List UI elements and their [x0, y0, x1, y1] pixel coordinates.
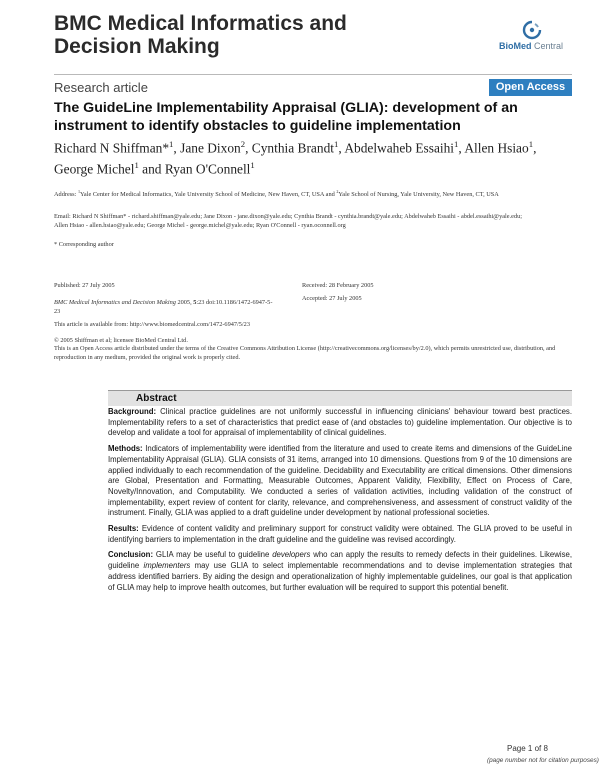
abstract-background [108, 407, 572, 439]
abstract-results [108, 524, 572, 545]
author-affiliation: 1 [250, 159, 255, 170]
author-affiliation: 2 [240, 139, 246, 149]
section-label: Background: [108, 407, 157, 416]
article-url[interactable]: This article is available from: http://www.biomedcentral.com/1472-6947/5/23 [54, 321, 250, 328]
author-name: Jane Dixon [180, 140, 241, 156]
received-date: Received: 28 February 2005 [302, 282, 374, 289]
section-label: Methods: [108, 444, 143, 454]
author-name: George Michel [54, 161, 135, 177]
abstract-section [108, 390, 572, 720]
author-affiliation: 1 [528, 139, 534, 149]
author-name: Abdelwaheb Essaihi [344, 140, 455, 156]
address-part-2: Yale School of Nursing, Yale University, New Haven, CT, USA [338, 191, 499, 199]
citation [54, 298, 274, 317]
abstract-header-bar [108, 390, 572, 406]
abstract-conclusion [108, 550, 572, 593]
section-text-italic: implementers [143, 561, 191, 571]
author-name: Cynthia Brandt [251, 140, 334, 156]
author-name: Allen Hsiao [464, 140, 529, 156]
publisher-logo-text [496, 41, 566, 51]
section-label: Results: [108, 524, 139, 534]
author-name: Richard N Shiffman* [54, 140, 170, 156]
author-affiliation: 1 [169, 139, 174, 149]
citation-year: 2005, [175, 299, 194, 306]
page-number: Page 1 of 8 [507, 744, 548, 753]
header-divider [54, 74, 572, 75]
citation-doi: doi:10.1186/1472-6947-5-23 [54, 299, 273, 316]
citation-pages: :23 [196, 299, 205, 306]
author-separator: and [138, 161, 165, 177]
page-number-note: (page number not for citation purposes) [487, 757, 599, 764]
copyright: © 2005 Shiffman et al; licensee BioMed Central Ltd. [54, 337, 188, 344]
section-text: Evidence of content validity and preliminary support for construct validity were obtained. The GLIA proved to be useful in identifying barriers to implementation in the draft guideline and the guideline was revised accordingly. [108, 524, 572, 544]
publisher-logo [496, 20, 566, 54]
author-emails: Email: Richard N Shiffman* - richard.shiffman@yale.edu; Jane Dixon - jane.dixon@yale.edu; Cynthia Brandt - cynthia.brandt@yale.edu; Abdelwaheb Essaihi - abdel.essaihi@yale.edu; Allen Hsiao - allen.hsiao@yale.edu; George Michel - george.michel@yale.edu; Ryan O'Connell - ryan.oconnell.org [54, 213, 522, 230]
author-affiliation: 1 [134, 159, 139, 170]
author-name: Ryan O'Connell [164, 161, 251, 177]
section-text: who can apply the results to remedy defects in their guidelines. Likewise, guideline [108, 550, 572, 571]
author-address [54, 187, 524, 199]
author-separator: , [173, 140, 181, 156]
accepted-date: Accepted: 27 July 2005 [302, 295, 362, 302]
abstract-body [108, 407, 572, 598]
abstract-heading: Abstract [136, 393, 177, 404]
section-text: may use GLIA to select implementable recommendations and to devise implementation strategies that address identified barriers. By aiding the design and operationalization of highly implementable guidelines, our goal is that application of GLIA may help to improve health outcomes, but further evaluation will be required to support this potential benefit. [108, 561, 572, 592]
author-separator: , [458, 140, 465, 156]
author-separator: , [338, 140, 345, 156]
article-type: Research article [54, 80, 148, 95]
author-affiliation: 1 [454, 139, 459, 149]
section-text: Clinical practice guidelines are not uniformly successful in influencing clinicians' behaviour toward best practices. Implementability refers to a set of characteristics that predict ease of (and obstacles to) guideline implementation. Our objective is to develop and validate a tool for appraisal of implementability of clinical guidelines. [108, 407, 572, 438]
author-separator: , [245, 140, 252, 156]
corresponding-author-note: * Corresponding author [54, 241, 114, 248]
address-part-1: Yale Center for Medical Informatics, Yale University School of Medicine, New Haven, CT, USA and [80, 191, 337, 199]
license-text: This is an Open Access article distributed under the terms of the Creative Commons Attribution License (http://creativecommons.org/licenses/by/2.0), which permits unrestricted use, distribution, and reproduction in any medium, provided the original work is properly cited. [54, 345, 556, 362]
address-sup-1: 1 [77, 189, 81, 194]
citation-journal: BMC Medical Informatics and Decision Making [54, 299, 176, 306]
section-text: Indicators of implementability were identified from the literature and used to create items and dimensions of the GuideLine Implementability Appraisal (GLIA). GLIA consists of 31 items, arranged into 10 dimensions. Questions from 9 of the 10 dimensions are applied individually to each recommendation of the guideline. Decidability and Executability are critical dimensions. Other dimensions are Global, Presentation and Formatting, Measurable Outcomes, Apparent Validity, Flexibility, Effect on Process of Care, Novelty/Innovation, and Computability. We conducted a series of validation activities, including validation of the construct of implementability, expert review of content for clarity, relevance, and comprehensiveness, and assessment of construct validity of the instrument. Finally, GLIA was applied to a draft guideline under development by national professional societies. [108, 444, 572, 518]
citation-volume: 5 [193, 299, 197, 306]
abstract-methods [108, 444, 572, 519]
biomed-central-logo-icon [522, 20, 542, 40]
article-title: The GuideLine Implementability Appraisal (GLIA): development of an instrument to identify obstacles to guideline implementation [54, 100, 518, 134]
section-text-italic: developers [272, 550, 311, 560]
journal-title-line1: BMC Medical Informatics and [54, 12, 347, 35]
logo-central-text: Central [531, 41, 563, 51]
logo-bio-text: BioMed [498, 41, 532, 51]
journal-title [54, 12, 454, 58]
published-date: Published: 27 July 2005 [54, 282, 115, 289]
author-list [54, 136, 574, 178]
address-label: Address: [54, 191, 78, 199]
open-access-badge: Open Access [489, 79, 572, 96]
journal-title-line2: Decision Making [54, 35, 220, 58]
address-sup-2: 2 [336, 189, 339, 194]
section-text: GLIA may be useful to guideline [153, 550, 273, 560]
section-label: Conclusion: [108, 550, 154, 560]
author-affiliation: 1 [334, 139, 339, 149]
author-separator: , [533, 140, 537, 156]
